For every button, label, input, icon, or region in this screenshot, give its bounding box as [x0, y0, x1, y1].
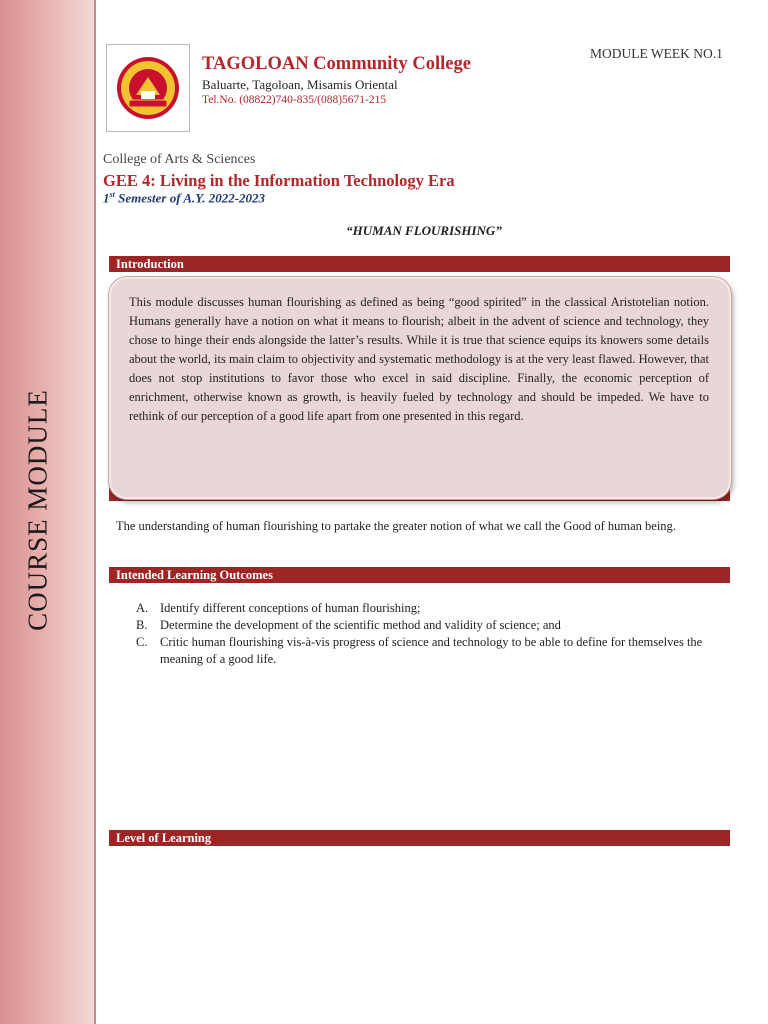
introduction-heading: Introduction — [109, 256, 730, 272]
outcomes-list — [136, 600, 716, 668]
department: College of Arts & Sciences — [103, 152, 256, 167]
semester-ordinal: 1 — [103, 190, 110, 206]
college-name: TAGOLOAN Community College — [202, 54, 471, 74]
college-telephone: Tel.No. (08822)740-835/(088)5671-215 — [202, 94, 387, 106]
list-item — [136, 634, 716, 668]
outcomes-heading: Intended Learning Outcomes — [109, 567, 730, 583]
rationale-text: The understanding of human flourishing to partake the greater notion of what we call the Good of human being. — [116, 519, 676, 533]
introduction-box — [109, 277, 731, 499]
college-address: Baluarte, Tagoloan, Misamis Oriental — [202, 77, 398, 92]
college-seal-icon — [115, 55, 181, 121]
sidebar — [0, 0, 96, 1024]
level-of-learning-heading: Level of Learning — [109, 830, 730, 846]
semester-text: Semester of A.Y. 2022-2023 — [114, 190, 266, 206]
sidebar-title: COURSE MODULE — [22, 389, 53, 631]
list-item-letter: A. — [136, 601, 149, 615]
list-item-text: Identify different conceptions of human flourishing; — [160, 601, 421, 615]
module-topic: “HUMAN FLOURISHING” — [346, 223, 502, 238]
list-item — [136, 600, 716, 617]
semester-suffix: st — [109, 190, 115, 199]
list-item-letter: C. — [136, 635, 148, 649]
module-week-label: MODULE WEEK NO.1 — [590, 46, 723, 61]
list-item-letter: B. — [136, 618, 148, 632]
list-item — [136, 617, 716, 634]
semester — [103, 190, 265, 206]
course-title: GEE 4: Living in the Information Technology Era — [103, 171, 455, 190]
introduction-text: This module discusses human flourishing as defined as being “good spirited” in the classical Aristotelian notion. Humans generally have a notion on what it means to flourish; albeit in the advent of science and technology, they chose to hinge their ends alongside the latter’s results. While it is true that science equips its knowers some details about the world, its main claim to objectivity and systematic methodology is at the very least flawed. However, that does not stop institutions to favor those who excel in said discipline. Finally, the economic perception of enrichment, otherwise known as growth, is heavily fueled by technology and should be impeded. We have to rethink of our perception of a good life apart from one presented in this regard. — [129, 295, 709, 423]
college-logo — [106, 44, 190, 132]
list-item-text: Critic human flourishing vis-à-vis progress of science and technology to be able to define for themselves the meaning of a good life. — [160, 635, 703, 666]
list-item-text: Determine the development of the scientific method and validity of science; and — [160, 618, 561, 632]
